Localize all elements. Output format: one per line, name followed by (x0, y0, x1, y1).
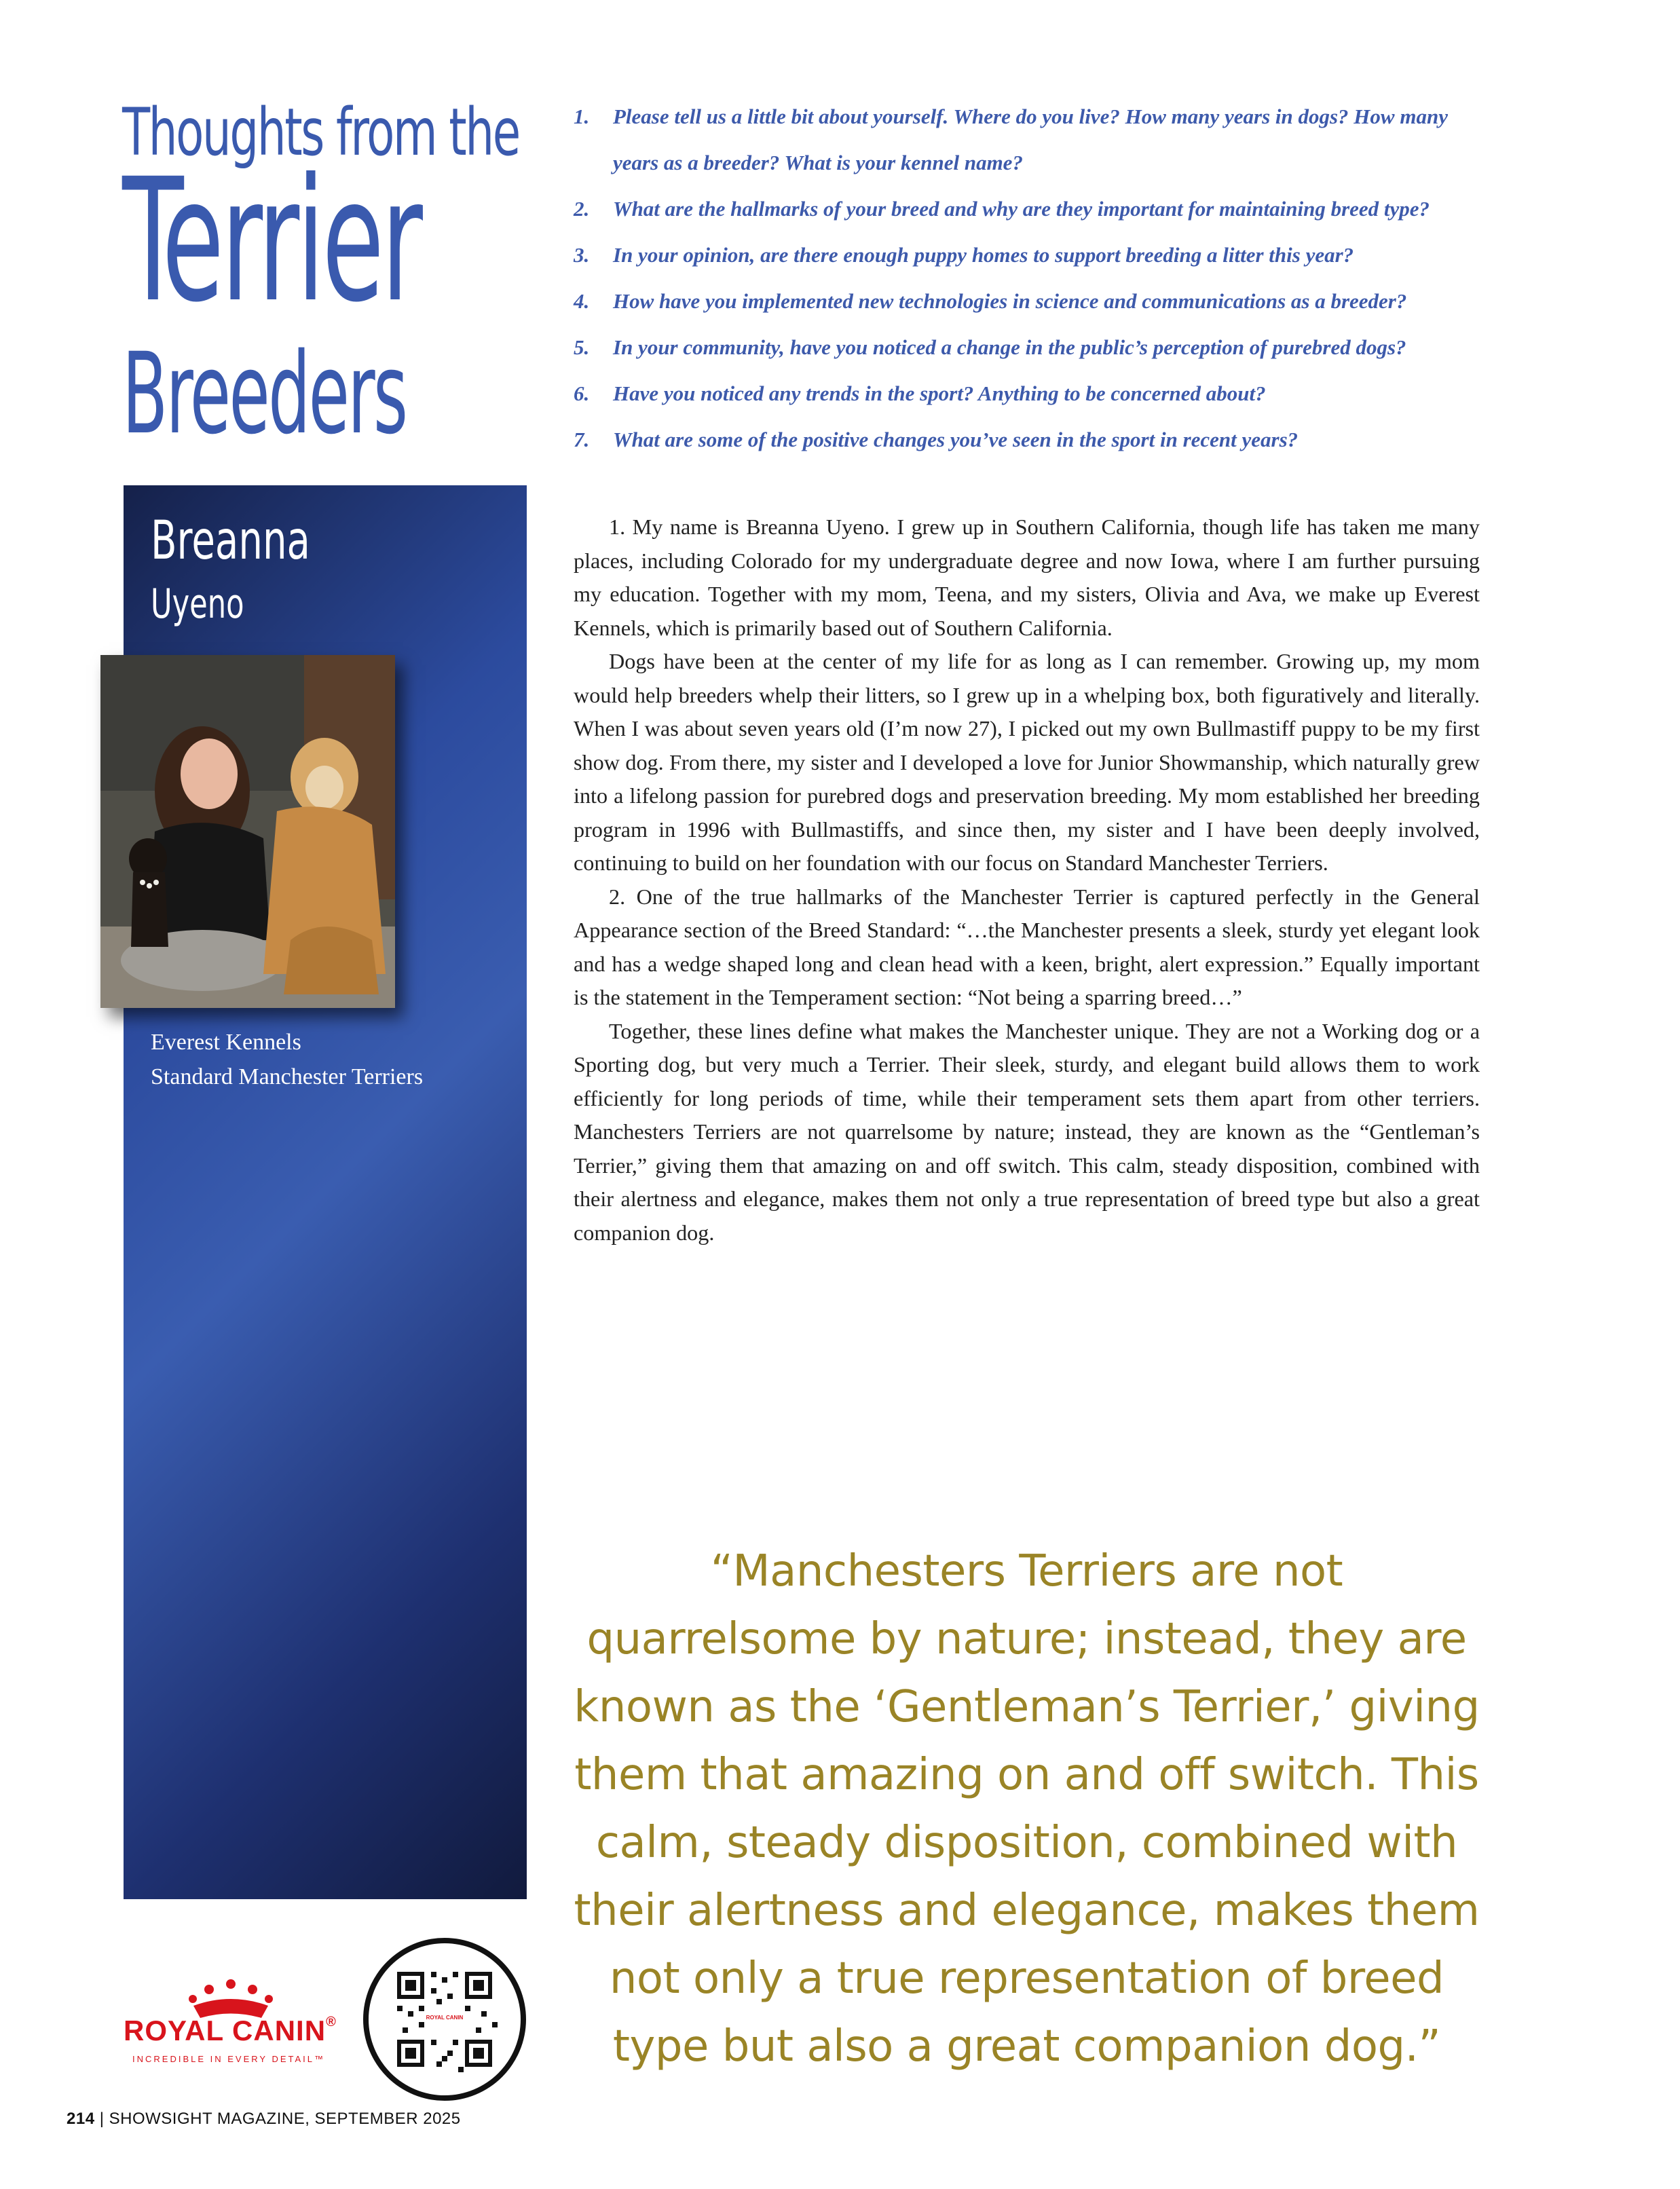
breeder-photo (100, 655, 395, 1008)
question-item (574, 371, 1497, 417)
publication-name: SHOWSIGHT MAGAZINE, SEPTEMBER 2025 (109, 2110, 461, 2128)
qr-code[interactable] (363, 1938, 526, 2101)
question-number: 1. (574, 105, 590, 128)
question-text: What are some of the positive changes you’ve seen in the sport in recent years? (613, 428, 1299, 451)
question-text: Have you noticed any trends in the sport? Anything to be concerned about? (613, 381, 1266, 405)
page-number: 214 (67, 2110, 95, 2128)
question-item (574, 417, 1497, 463)
question-text: What are the hallmarks of your breed and why are they important for maintaining breed type? (613, 197, 1430, 221)
question-text: Please tell us a little bit about yourself. Where do you live? How many years in dogs? How many years as a breeder? What is your kennel name? (613, 105, 1448, 174)
question-number: 5. (574, 335, 590, 359)
qr-label: ROYAL CANIN (426, 2015, 464, 2021)
breeder-last-name: Uyeno (151, 580, 244, 628)
question-number: 4. (574, 289, 590, 313)
question-number: 2. (574, 197, 590, 221)
question-text: In your opinion, are there enough puppy homes to support breeding a litter this year? (613, 243, 1354, 267)
sponsor-logo-text: ROYAL CANIN® (124, 2015, 337, 2046)
title-line-2: Terrier (122, 142, 420, 339)
question-item (574, 232, 1497, 278)
body-paragraph: Dogs have been at the center of my life for as long as I can remember. Growing up, my mom would help breeders whelp their litters, so I grew up in a whelping box, both figuratively and literally. When I was about seven years old (I’m now 27), I picked out my own Bullmastiff puppy to be my first show dog. From there, my sister and I developed a love for Junior Showmanship, which naturally grew into a lifelong passion for purebred dogs and preservation breeding. My mom established her breeding program in 1996 with Bullmastiffs, and since then, my sister and I have been deeply involved, continuing to build on her foundation with our focus on Standard Manchester Terriers. (574, 649, 1480, 875)
kennel-breed: Standard Manchester Terriers (151, 1064, 424, 1089)
question-item (574, 94, 1497, 186)
body-paragraph: Together, these lines define what makes the Manchester unique. They are not a Working dog or a Sporting dog, but very much a Terrier. Their sleek, sturdy, and elegant build allows them to work efficiently for long periods of time, while their temperament sets them apart from other terriers. Manchesters Terriers are not quarrelsome by nature; instead, they are known as the “Gentleman’s Terrier,” giving them that amazing on and off switch. This calm, steady disposition, combined with their alertness and elegance, makes them not only a true representation of breed type but also a great companion dog. (574, 1018, 1480, 1245)
pull-quote: “Manchesters Terriers are not quarrelsome by nature; instead, they are known as the ‘Gentleman’s Terrier,’ giving them that amazing on and off switch. This calm, steady disposition, combined with their alertness and elegance, makes them not only a true representation of breed type but also a great companion dog.” (574, 1546, 1480, 2072)
body-paragraph: 1. My name is Breanna Uyeno. I grew up in Southern California, though life has taken me many places, including Colorado for my undergraduate degree and now Iowa, where I am further pursuing my education. Together with my mom, Teena, and my sisters, Olivia and Ava, we make up Everest Kennels, which is primarily based out of Southern California. (574, 514, 1480, 640)
footer-separator: | (94, 2110, 109, 2128)
question-list (574, 94, 1497, 463)
question-number: 7. (574, 428, 590, 451)
question-item (574, 324, 1497, 371)
sponsor-tagline: INCREDIBLE IN EVERY DETAIL™ (132, 2054, 326, 2064)
body-paragraph: 2. One of the true hallmarks of the Manchester Terrier is captured perfectly in the General Appearance section of the Breed Standard: “…the Manchester presents a sleek, sturdy yet elegant look and has a wedge shaped long and clean head with a keen, bright, alert expression.” Equally important is the statement in the Temperament section: “Not being a sparring breed…” (574, 884, 1480, 1009)
question-number: 6. (574, 381, 590, 405)
article-body (574, 510, 1480, 1250)
breeder-first-name: Breanna (151, 510, 310, 572)
kennel-name: Everest Kennels (151, 1030, 301, 1055)
page-footer (67, 2110, 461, 2129)
title-line-1: Thoughts from the (122, 94, 519, 170)
question-item (574, 278, 1497, 324)
question-text: In your community, have you noticed a change in the public’s perception of purebred dogs? (613, 335, 1406, 359)
question-item (574, 186, 1497, 232)
breeder-with-dogs-illustration (100, 655, 395, 1008)
title-line-3: Breeders (122, 329, 407, 459)
question-number: 3. (574, 243, 590, 267)
question-text: How have you implemented new technologies in science and communications as a breeder? (613, 289, 1407, 313)
